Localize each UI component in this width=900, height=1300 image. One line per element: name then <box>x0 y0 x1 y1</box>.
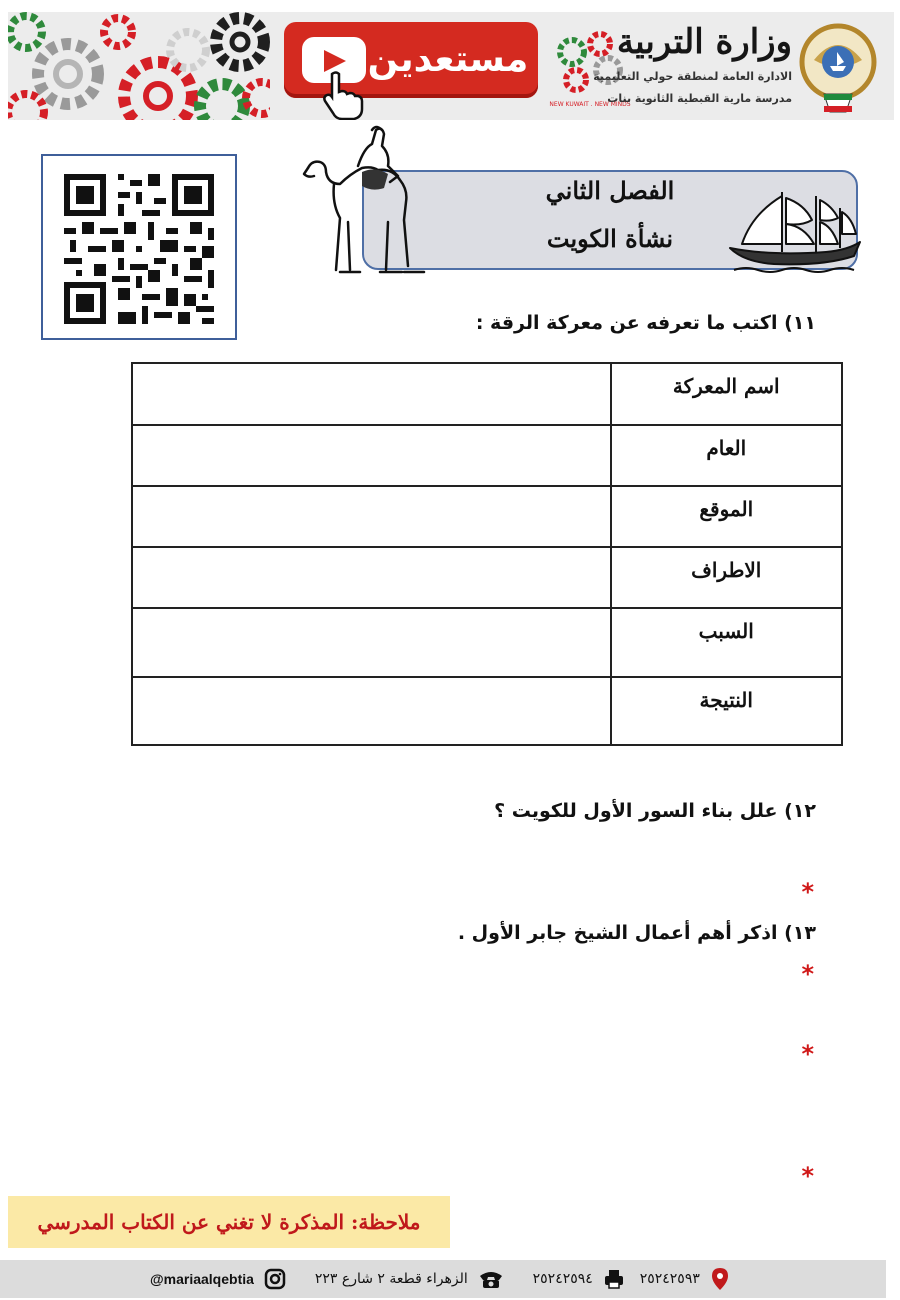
answer-bullet: * <box>801 878 814 906</box>
qr-code-icon <box>63 174 215 324</box>
youtube-button-label: مستعدين <box>367 39 529 80</box>
row-label-parties: الاطراف <box>611 547 843 608</box>
fax-icon <box>603 1268 625 1290</box>
note-box <box>8 1196 450 1248</box>
row-label-location: الموقع <box>611 486 843 547</box>
gears-decoration-icon <box>8 12 270 120</box>
instagram-handle[interactable]: @mariaalqebtia <box>150 1271 254 1287</box>
note-text: ملاحظة: المذكرة لا تغني عن الكتاب المدرسي <box>37 1210 421 1234</box>
answer-cell-parties[interactable] <box>132 547 611 608</box>
question-13: ١٣) اذكر أهم أعمال الشيخ جابر الأول . <box>457 922 816 944</box>
chapter-subtitle: نشأة الكويت <box>546 224 674 253</box>
ministry-title: وزارة التربية <box>616 22 792 62</box>
table-row <box>132 486 842 547</box>
phone-number: ٢٥٢٤٢٥٩٤ <box>532 1271 593 1287</box>
row-label-cause: السبب <box>611 608 843 677</box>
address-text: الزهراء قطعة ٢ شارع ٢٢٣ <box>314 1271 468 1287</box>
chapter-title: الفصل الثاني <box>545 176 675 205</box>
pointer-hand-icon <box>318 70 366 120</box>
header-banner <box>8 12 894 120</box>
table-row <box>132 677 842 745</box>
new-kuwait-logo-text: NEW KUWAIT . NEW MINDS <box>549 101 631 108</box>
kuwait-emblem-icon <box>796 20 880 114</box>
answer-cell-result[interactable] <box>132 677 611 745</box>
school-name-text: مدرسة مارية القبطية الثانوية بنات <box>607 92 792 105</box>
sailing-ship-icon <box>726 184 870 278</box>
instagram-icon[interactable] <box>264 1268 286 1290</box>
answer-cell-cause[interactable] <box>132 608 611 677</box>
answer-cell-year[interactable] <box>132 425 611 486</box>
answer-bullet: * <box>801 960 814 988</box>
battle-info-table <box>131 362 843 746</box>
answer-cell-location[interactable] <box>132 486 611 547</box>
row-label-result: النتيجة <box>611 677 843 745</box>
table-row <box>132 547 842 608</box>
row-label-battle-name: اسم المعركة <box>611 363 843 425</box>
row-label-year: العام <box>611 425 843 486</box>
fax-number: ٢٥٢٤٢٥٩٣ <box>639 1271 700 1287</box>
question-11: ١١) اكتب ما تعرفه عن معركة الرقة : <box>475 312 816 334</box>
contact-row <box>150 1260 730 1298</box>
question-12: ١٢) علل بناء السور الأول للكويت ؟ <box>494 800 816 822</box>
play-triangle-icon <box>324 50 346 72</box>
camel-rider-icon <box>300 122 430 282</box>
education-district-text: الادارة العامة لمنطقة حولي التعليمية <box>593 70 792 83</box>
answer-cell-battle-name[interactable] <box>132 363 611 425</box>
table-row <box>132 425 842 486</box>
contact-bar <box>0 1260 886 1298</box>
answer-bullet: * <box>801 1162 814 1190</box>
location-pin-icon <box>710 1267 730 1291</box>
qr-code-frame[interactable] <box>41 154 237 340</box>
table-row <box>132 608 842 677</box>
phone-icon <box>478 1268 504 1290</box>
answer-bullet: * <box>801 1040 814 1068</box>
table-row <box>132 363 842 425</box>
